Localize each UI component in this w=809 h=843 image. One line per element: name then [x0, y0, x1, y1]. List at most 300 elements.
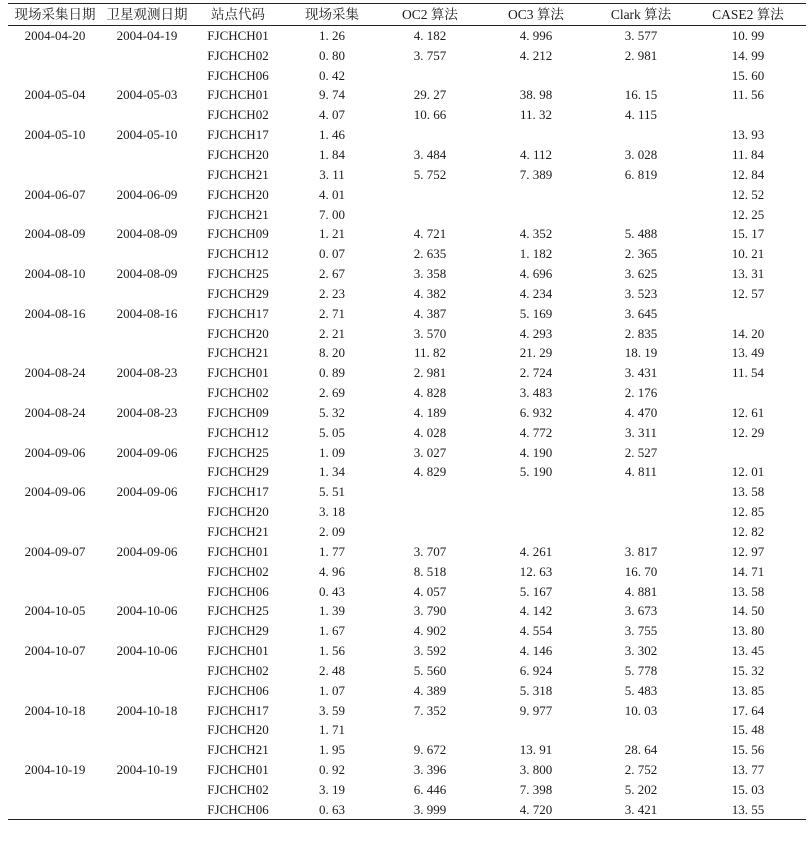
cell-station-code: FJCHCH17 [207, 484, 269, 500]
cell-station-code: FJCHCH02 [207, 563, 269, 579]
cell-field-date [8, 244, 102, 264]
cell-clark [592, 502, 690, 522]
cell-field-date [8, 105, 102, 125]
cell-satellite-date: 2004-10-06 [116, 603, 178, 619]
cell-case2: 14. 50 [731, 603, 765, 619]
cell-case2: 13. 80 [731, 623, 765, 639]
cell-oc2: 4. 189 [413, 404, 447, 420]
cell-satellite-date [102, 65, 192, 85]
cell-field-measured: 0. 42 [319, 67, 345, 83]
cell-case2: 15. 56 [731, 742, 765, 758]
table-row [8, 105, 806, 125]
table-row [8, 799, 806, 819]
cell-station-code: FJCHCH01 [207, 762, 269, 778]
cell-oc2: 7. 352 [413, 702, 447, 718]
cell-oc3: 4. 112 [519, 146, 553, 162]
cell-clark: 28. 64 [624, 742, 658, 758]
cell-field-measured: 1. 84 [319, 146, 345, 162]
table-row [8, 700, 806, 720]
cell-clark [592, 184, 690, 204]
cell-field-measured: 5. 32 [319, 404, 345, 420]
table-row [8, 383, 806, 403]
data-table-container [8, 3, 806, 820]
cell-oc3: 4. 261 [519, 543, 553, 559]
table-row [8, 125, 806, 145]
cell-oc2: 3. 592 [413, 643, 447, 659]
cell-field-date [8, 383, 102, 403]
table-row [8, 422, 806, 442]
cell-field-date: 2004-08-09 [24, 226, 86, 242]
cell-oc3: 4. 772 [519, 424, 553, 440]
cell-oc2: 4. 028 [413, 424, 447, 440]
table-row [8, 145, 806, 165]
cell-field-measured: 1. 39 [319, 603, 345, 619]
cell-clark: 2. 981 [624, 47, 658, 63]
cell-case2: 13. 58 [731, 583, 765, 599]
table-row [8, 403, 806, 423]
cell-field-date: 2004-06-07 [24, 186, 86, 202]
cell-clark [592, 125, 690, 145]
cell-case2: 12. 57 [731, 285, 765, 301]
cell-case2: 11. 54 [731, 365, 765, 381]
cell-satellite-date: 2004-09-06 [116, 444, 178, 460]
cell-oc3 [480, 204, 592, 224]
cell-oc2: 3. 027 [413, 444, 447, 460]
table-row [8, 780, 806, 800]
cell-satellite-date: 2004-05-03 [116, 87, 178, 103]
cell-station-code: FJCHCH02 [207, 781, 269, 797]
cell-field-measured: 9. 74 [319, 87, 345, 103]
cell-oc3: 6. 924 [519, 662, 553, 678]
cell-satellite-date [102, 581, 192, 601]
cell-clark: 2. 176 [624, 385, 658, 401]
cell-clark: 5. 488 [624, 226, 658, 242]
cell-case2: 14. 99 [731, 47, 765, 63]
cell-field-measured: 1. 95 [319, 742, 345, 758]
cell-clark: 3. 625 [624, 266, 658, 282]
cell-field-measured: 0. 80 [319, 47, 345, 63]
cell-station-code: FJCHCH29 [207, 285, 269, 301]
cell-field-date [8, 561, 102, 581]
cell-oc2 [380, 502, 480, 522]
cell-field-measured: 1. 46 [319, 127, 345, 143]
cell-oc2: 4. 057 [413, 583, 447, 599]
cell-field-date [8, 45, 102, 65]
cell-case2: 11. 84 [731, 146, 765, 162]
cell-case2: 12. 82 [731, 524, 765, 540]
cell-clark: 3. 523 [624, 285, 658, 301]
table-row [8, 184, 806, 204]
cell-satellite-date [102, 45, 192, 65]
cell-oc3: 2. 724 [519, 365, 553, 381]
header-case2: CASE2 算法 [690, 4, 806, 26]
cell-clark: 3. 421 [592, 799, 690, 819]
cell-oc3: 4. 212 [519, 47, 553, 63]
cell-field-date [8, 680, 102, 700]
cell-field-date [8, 780, 102, 800]
cell-oc3: 4. 293 [519, 325, 553, 341]
cell-station-code: FJCHCH29 [207, 623, 269, 639]
cell-field-date [8, 720, 102, 740]
table-row [8, 85, 806, 105]
table-row [8, 442, 806, 462]
table-row [8, 760, 806, 780]
table-row [8, 462, 806, 482]
cell-station-code: FJCHCH06 [207, 67, 269, 83]
cell-field-date [8, 164, 102, 184]
table-row [8, 641, 806, 661]
table-row [8, 224, 806, 244]
cell-oc2: 4. 382 [413, 285, 447, 301]
cell-station-code: FJCHCH20 [207, 722, 269, 738]
cell-field-date: 2004-10-18 [24, 702, 86, 718]
cell-satellite-date: 2004-08-09 [116, 266, 178, 282]
table-body [8, 26, 806, 820]
cell-case2 [690, 105, 806, 125]
cell-field-date [8, 323, 102, 343]
cell-case2: 13. 55 [690, 799, 806, 819]
cell-field-date [8, 204, 102, 224]
cell-station-code: FJCHCH12 [207, 246, 269, 262]
table-row [8, 502, 806, 522]
cell-oc2 [380, 720, 480, 740]
cell-clark: 5. 202 [624, 781, 658, 797]
cell-oc3: 4. 146 [519, 643, 553, 659]
cell-case2: 10. 21 [731, 246, 765, 262]
cell-field-measured: 0. 89 [319, 365, 345, 381]
cell-clark: 10. 03 [624, 702, 658, 718]
table-row [8, 26, 806, 46]
cell-oc2 [380, 184, 480, 204]
cell-field-date: 2004-08-10 [24, 266, 86, 282]
cell-case2: 17. 64 [731, 702, 765, 718]
cell-case2: 12. 85 [731, 504, 765, 520]
cell-satellite-date [102, 145, 192, 165]
cell-field-date: 2004-08-24 [24, 365, 86, 381]
table-row [8, 581, 806, 601]
cell-oc3: 4. 142 [519, 603, 553, 619]
cell-oc2 [380, 522, 480, 542]
cell-clark: 2. 365 [624, 246, 658, 262]
cell-satellite-date [102, 462, 192, 482]
cell-oc3 [480, 482, 592, 502]
cell-clark: 4. 115 [624, 107, 658, 123]
cell-case2: 13. 77 [731, 762, 765, 778]
cell-clark: 16. 70 [624, 563, 658, 579]
cell-clark: 3. 431 [624, 365, 658, 381]
table-row [8, 522, 806, 542]
cell-clark: 3. 577 [624, 28, 658, 44]
cell-oc3: 5. 318 [519, 682, 553, 698]
cell-field-measured: 3. 18 [319, 504, 345, 520]
cell-station-code: FJCHCH20 [207, 325, 269, 341]
cell-field-measured: 4. 01 [319, 186, 345, 202]
cell-field-date: 2004-08-16 [24, 305, 86, 321]
cell-oc2 [380, 125, 480, 145]
cell-oc3 [480, 65, 592, 85]
cell-station-code: FJCHCH01 [207, 365, 269, 381]
cell-oc2: 4. 387 [413, 305, 447, 321]
cell-clark: 3. 645 [624, 305, 658, 321]
cell-station-code: FJCHCH20 [207, 146, 269, 162]
cell-oc3: 4. 352 [519, 226, 553, 242]
cell-satellite-date [102, 244, 192, 264]
cell-oc3: 5. 167 [519, 583, 553, 599]
cell-field-date: 2004-09-06 [24, 484, 86, 500]
cell-case2: 13. 58 [731, 484, 765, 500]
cell-oc2: 2. 635 [413, 246, 447, 262]
cell-satellite-date [102, 343, 192, 363]
cell-field-date [8, 462, 102, 482]
cell-field-date [8, 740, 102, 760]
cell-oc2: 5. 752 [413, 166, 447, 182]
cell-oc2: 4. 721 [413, 226, 447, 242]
cell-case2: 14. 20 [731, 325, 765, 341]
cell-clark [592, 720, 690, 740]
cell-field-measured: 2. 69 [319, 385, 345, 401]
cell-field-measured: 2. 67 [319, 266, 345, 282]
table-row [8, 244, 806, 264]
cell-station-code: FJCHCH21 [207, 524, 269, 540]
cell-clark [592, 204, 690, 224]
cell-satellite-date [102, 799, 192, 819]
cell-oc3: 6. 932 [519, 404, 553, 420]
cell-satellite-date: 2004-10-06 [116, 643, 178, 659]
cell-field-date [8, 581, 102, 601]
cell-oc2: 3. 757 [413, 47, 447, 63]
header-field-date: 现场采集日期 [8, 4, 102, 26]
cell-oc2: 8. 518 [413, 563, 447, 579]
cell-oc3: 4. 720 [480, 799, 592, 819]
table-row [8, 65, 806, 85]
cell-oc2: 6. 446 [413, 781, 447, 797]
cell-station-code: FJCHCH20 [207, 504, 269, 520]
cell-clark: 6. 819 [624, 166, 658, 182]
cell-field-measured: 3. 19 [319, 781, 345, 797]
cell-oc3: 7. 398 [519, 781, 553, 797]
cell-field-date: 2004-09-07 [24, 543, 86, 559]
cell-oc2: 3. 790 [413, 603, 447, 619]
cell-field-measured: 4. 96 [319, 563, 345, 579]
cell-satellite-date [102, 621, 192, 641]
cell-case2 [690, 442, 806, 462]
cell-station-code: FJCHCH02 [207, 47, 269, 63]
cell-station-code: FJCHCH01 [207, 543, 269, 559]
header-oc2: OC2 算法 [380, 4, 480, 26]
table-row [8, 164, 806, 184]
cell-oc2: 3. 999 [380, 799, 480, 819]
cell-case2: 13. 45 [731, 643, 765, 659]
cell-case2: 15. 03 [731, 781, 765, 797]
cell-field-date: 2004-05-10 [24, 127, 86, 143]
cell-field-measured: 4. 07 [319, 107, 345, 123]
cell-station-code: FJCHCH21 [207, 345, 269, 361]
cell-case2 [690, 303, 806, 323]
table-row [8, 680, 806, 700]
cell-field-measured: 0. 63 [284, 799, 380, 819]
cell-field-measured: 8. 20 [319, 345, 345, 361]
cell-field-measured: 0. 07 [319, 246, 345, 262]
cell-oc2: 3. 484 [413, 146, 447, 162]
cell-satellite-date: 2004-09-06 [116, 484, 178, 500]
table-row [8, 561, 806, 581]
cell-station-code: FJCHCH21 [207, 742, 269, 758]
cell-clark: 3. 755 [624, 623, 658, 639]
cell-oc2: 10. 66 [413, 107, 447, 123]
cell-case2: 15. 32 [731, 662, 765, 678]
cell-oc2: 5. 560 [413, 662, 447, 678]
cell-field-date: 2004-09-06 [24, 444, 86, 460]
cell-oc2 [380, 204, 480, 224]
cell-oc2: 3. 707 [413, 543, 447, 559]
cell-field-measured: 1. 26 [319, 28, 345, 44]
cell-field-measured: 5. 51 [319, 484, 345, 500]
cell-satellite-date: 2004-04-19 [116, 28, 178, 44]
cell-oc3: 3. 800 [519, 762, 553, 778]
cell-field-date [8, 422, 102, 442]
cell-field-measured: 7. 00 [319, 206, 345, 222]
cell-field-measured: 1. 09 [319, 444, 345, 460]
cell-clark: 3. 028 [624, 146, 658, 162]
cell-satellite-date: 2004-08-09 [116, 226, 178, 242]
cell-oc2: 2. 981 [413, 365, 447, 381]
cell-oc2: 4. 902 [413, 623, 447, 639]
header-row [8, 4, 806, 26]
cell-oc2: 4. 182 [413, 28, 447, 44]
cell-station-code: FJCHCH17 [207, 127, 269, 143]
cell-station-code: FJCHCH17 [207, 305, 269, 321]
cell-oc2 [380, 65, 480, 85]
cell-case2: 15. 60 [731, 67, 765, 83]
cell-field-date: 2004-10-07 [24, 643, 86, 659]
cell-oc2: 3. 396 [413, 762, 447, 778]
cell-satellite-date [102, 780, 192, 800]
cell-station-code: FJCHCH17 [207, 702, 269, 718]
cell-case2: 13. 49 [731, 345, 765, 361]
cell-field-date [8, 343, 102, 363]
cell-case2: 12. 29 [731, 424, 765, 440]
cell-oc3: 5. 169 [519, 305, 553, 321]
cell-case2: 12. 97 [731, 543, 765, 559]
cell-case2: 12. 84 [731, 166, 765, 182]
cell-satellite-date: 2004-08-16 [116, 305, 178, 321]
cell-station-code: FJCHCH09 [207, 404, 269, 420]
cell-oc3: 5. 190 [519, 464, 553, 480]
cell-oc3: 9. 977 [519, 702, 553, 718]
cell-field-date [8, 283, 102, 303]
cell-oc2: 4. 389 [413, 682, 447, 698]
cell-clark: 2. 835 [624, 325, 658, 341]
cell-oc3: 4. 190 [519, 444, 553, 460]
cell-field-measured: 1. 71 [319, 722, 345, 738]
table-row [8, 303, 806, 323]
cell-field-measured: 1. 07 [319, 682, 345, 698]
cell-field-date: 2004-05-04 [24, 87, 86, 103]
cell-case2: 13. 85 [731, 682, 765, 698]
cell-satellite-date [102, 383, 192, 403]
cell-satellite-date: 2004-10-19 [116, 762, 178, 778]
cell-station-code: FJCHCH01 [207, 643, 269, 659]
cell-oc2: 29. 27 [413, 87, 447, 103]
cell-oc2: 9. 672 [413, 742, 447, 758]
cell-field-measured: 3. 11 [319, 166, 345, 182]
cell-clark: 3. 311 [624, 424, 658, 440]
cell-satellite-date [102, 422, 192, 442]
cell-field-measured: 2. 09 [319, 524, 345, 540]
table-row [8, 343, 806, 363]
cell-oc2 [380, 482, 480, 502]
cell-field-measured: 1. 67 [319, 623, 345, 639]
cell-station-code: FJCHCH02 [207, 107, 269, 123]
cell-case2: 15. 17 [731, 226, 765, 242]
cell-satellite-date [102, 720, 192, 740]
cell-clark: 4. 470 [624, 404, 658, 420]
cell-oc3 [480, 522, 592, 542]
table-row [8, 720, 806, 740]
cell-clark: 5. 778 [624, 662, 658, 678]
cell-clark: 3. 673 [624, 603, 658, 619]
cell-clark: 4. 811 [624, 464, 658, 480]
cell-case2: 12. 01 [731, 464, 765, 480]
header-station-code: 站点代码 [192, 4, 284, 26]
cell-oc3 [480, 720, 592, 740]
table-row [8, 661, 806, 681]
cell-satellite-date [102, 323, 192, 343]
table-row [8, 204, 806, 224]
cell-case2 [690, 383, 806, 403]
cell-field-measured: 0. 43 [319, 583, 345, 599]
cell-case2: 12. 52 [731, 186, 765, 202]
cell-field-measured: 3. 59 [319, 702, 345, 718]
cell-field-measured: 2. 23 [319, 285, 345, 301]
cell-station-code: FJCHCH01 [207, 87, 269, 103]
cell-oc3 [480, 502, 592, 522]
cell-station-code: FJCHCH06 [207, 583, 269, 599]
cell-field-date [8, 65, 102, 85]
cell-oc3 [480, 125, 592, 145]
cell-field-measured: 1. 56 [319, 643, 345, 659]
cell-station-code: FJCHCH02 [207, 662, 269, 678]
cell-oc3: 21. 29 [519, 345, 553, 361]
cell-case2: 13. 31 [731, 266, 765, 282]
cell-oc3: 4. 696 [519, 266, 553, 282]
cell-case2: 15. 48 [731, 722, 765, 738]
cell-station-code: FJCHCH02 [207, 385, 269, 401]
cell-field-measured: 2. 21 [319, 325, 345, 341]
cell-oc2: 3. 570 [413, 325, 447, 341]
cell-clark: 5. 483 [624, 682, 658, 698]
cell-satellite-date [102, 204, 192, 224]
cell-field-date: 2004-04-20 [24, 28, 86, 44]
cell-field-date [8, 145, 102, 165]
cell-oc2: 3. 358 [413, 266, 447, 282]
cell-station-code: FJCHCH09 [207, 226, 269, 242]
cell-oc3: 4. 234 [519, 285, 553, 301]
cell-case2: 13. 93 [731, 127, 765, 143]
cell-oc3: 38. 98 [519, 87, 553, 103]
cell-satellite-date [102, 680, 192, 700]
cell-station-code: FJCHCH25 [207, 444, 269, 460]
table-row [8, 264, 806, 284]
chlorophyll-comparison-table [8, 3, 806, 820]
cell-case2: 10. 99 [731, 28, 765, 44]
cell-field-date [8, 502, 102, 522]
cell-satellite-date: 2004-06-09 [116, 186, 178, 202]
cell-satellite-date [102, 164, 192, 184]
cell-clark [592, 482, 690, 502]
cell-field-date [8, 621, 102, 641]
cell-clark: 18. 19 [624, 345, 658, 361]
